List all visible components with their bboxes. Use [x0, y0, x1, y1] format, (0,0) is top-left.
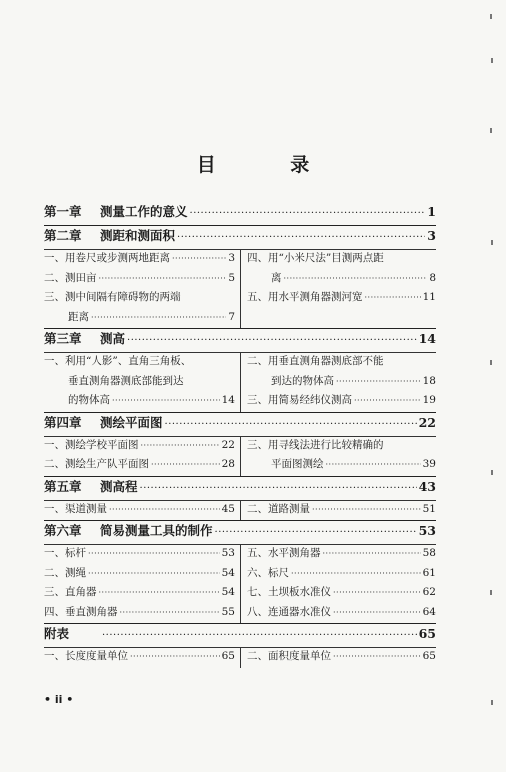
- section-entry[interactable]: [247, 584, 436, 604]
- chapter-page: 43: [418, 478, 436, 494]
- dot-leader: [165, 419, 417, 430]
- section-entry[interactable]: [247, 392, 436, 412]
- section-page: 18: [422, 374, 436, 387]
- chapter-title: 简易测量工具的制作: [100, 523, 213, 538]
- chapter-number: 附表: [44, 626, 70, 641]
- dot-leader: [102, 630, 417, 641]
- section-entry[interactable]: [44, 545, 235, 565]
- section-title: 二、用垂直测角器测底部不能: [247, 355, 384, 367]
- chapter-entry-2[interactable]: [44, 225, 436, 249]
- section-entry[interactable]: [247, 648, 436, 668]
- section-title: 七、土坝板水准仪: [247, 586, 331, 598]
- section-page: 64: [422, 605, 436, 618]
- section-title: 一、渠道测量: [44, 502, 107, 515]
- scan-mark: [490, 590, 492, 595]
- section-page: 45: [221, 502, 235, 515]
- dot-leader: [190, 208, 426, 219]
- chapter-number: 第二章: [44, 228, 82, 243]
- section-title: 到达的物体高: [271, 374, 334, 387]
- section-column-left: [44, 353, 240, 412]
- chapter-number: 第四章: [44, 414, 82, 430]
- chapter-entry-4[interactable]: [44, 412, 436, 436]
- chapter-page: 65: [418, 626, 436, 641]
- section-title: 距离: [68, 310, 89, 323]
- section-entry[interactable]: [247, 289, 436, 309]
- dot-leader: [99, 274, 227, 283]
- section-title: 二、测绘生产队平面图: [44, 458, 149, 470]
- section-page: 5: [228, 271, 235, 284]
- scan-mark: [491, 58, 493, 63]
- chapter-entry-6[interactable]: [44, 520, 436, 544]
- section-entry-continued[interactable]: [44, 392, 235, 412]
- section-title: 二、测绳: [44, 566, 86, 579]
- section-page: 65: [221, 650, 235, 662]
- section-title: 一、长度度量单位: [44, 650, 128, 662]
- section-entry[interactable]: [247, 437, 436, 457]
- section-entry[interactable]: [247, 604, 436, 624]
- section-page: 65: [422, 650, 436, 662]
- section-title: 垂直测角器测底部能到达: [68, 374, 184, 387]
- section-entry[interactable]: [247, 501, 436, 521]
- section-entry[interactable]: [44, 270, 235, 290]
- dot-leader: [120, 608, 220, 617]
- dot-leader: [172, 254, 226, 263]
- chapter-page: 14: [418, 331, 436, 346]
- section-title: 一、测绘学校平面图: [44, 438, 139, 451]
- section-entry[interactable]: [44, 250, 235, 270]
- chapter-3-sections: [44, 352, 436, 412]
- dot-leader: [291, 569, 421, 578]
- dot-leader: [109, 505, 220, 514]
- section-page: 55: [221, 605, 235, 618]
- section-title: 五、水平测角器: [247, 547, 321, 559]
- scan-mark: [490, 14, 492, 19]
- dot-leader: [215, 527, 417, 538]
- section-title: 平面图测绘: [271, 458, 324, 470]
- section-entry[interactable]: [247, 353, 436, 373]
- chapter-4-sections: [44, 436, 436, 476]
- section-page: 54: [221, 586, 235, 598]
- dot-leader: [88, 549, 220, 558]
- section-title: 八、连通器水准仪: [247, 605, 331, 618]
- chapter-page: 1: [427, 204, 436, 219]
- section-page: 22: [221, 438, 235, 451]
- chapter-5-sections: [44, 500, 436, 521]
- dot-leader: [312, 505, 421, 514]
- section-entry[interactable]: [44, 437, 235, 457]
- section-title: 三、用寻线法进行比较精确的: [247, 438, 384, 451]
- section-column-right: [240, 501, 436, 521]
- section-column-right: [240, 545, 436, 623]
- dot-leader: [284, 274, 428, 283]
- dot-leader: [336, 377, 421, 386]
- dot-leader: [99, 588, 220, 597]
- section-title: 二、测田亩: [44, 271, 97, 284]
- page-title: 目 录: [196, 154, 344, 176]
- section-entry[interactable]: [247, 565, 436, 585]
- dot-leader: [177, 232, 425, 243]
- section-entry-continued[interactable]: [44, 373, 235, 393]
- chapter-number: 第五章: [44, 478, 82, 494]
- section-page: 62: [422, 586, 436, 598]
- section-column-right: [240, 648, 436, 668]
- chapter-entry-5[interactable]: [44, 476, 436, 500]
- section-column-left: [44, 648, 240, 668]
- section-column-left: [44, 545, 240, 623]
- section-entry[interactable]: [44, 501, 235, 521]
- chapter-2-sections: [44, 249, 436, 328]
- chapter-title: 测量工作的意义: [100, 204, 188, 219]
- section-entry[interactable]: [44, 353, 235, 373]
- section-title: 四、垂直测角器: [44, 605, 118, 618]
- chapter-page: 22: [418, 414, 436, 430]
- dot-leader: [354, 396, 421, 405]
- section-title: 的物体高: [68, 394, 110, 406]
- section-column-right: [240, 437, 436, 476]
- dot-leader: [91, 313, 226, 322]
- section-title: 五、用水平测角器测河宽: [247, 291, 363, 303]
- section-entry[interactable]: [44, 456, 235, 476]
- dot-leader: [333, 652, 421, 661]
- section-column-left: [44, 437, 240, 476]
- dot-leader: [112, 396, 220, 405]
- section-column-right: [240, 353, 436, 412]
- chapter-number: 第六章: [44, 523, 82, 538]
- chapter-page: 53: [418, 523, 436, 538]
- section-entry[interactable]: [44, 289, 235, 309]
- section-page: 3: [228, 252, 235, 264]
- section-title: 四、用“小米尺法”目测两点距: [247, 252, 384, 264]
- dot-leader: [141, 441, 220, 450]
- section-entry-continued[interactable]: [247, 373, 436, 393]
- section-column-right: [240, 250, 436, 328]
- section-entry[interactable]: [44, 584, 235, 604]
- table-of-contents: [44, 202, 436, 668]
- section-entry[interactable]: [44, 604, 235, 624]
- chapter-6-sections: [44, 544, 436, 623]
- section-title: 三、测中间隔有障碍物的两端: [44, 291, 181, 303]
- dot-leader: [365, 293, 421, 302]
- scan-mark: [491, 700, 493, 705]
- section-entry-continued[interactable]: [247, 456, 436, 476]
- section-page: 28: [221, 458, 235, 470]
- section-column-left: [44, 501, 240, 521]
- section-page: 51: [422, 502, 436, 515]
- dot-leader: [130, 652, 220, 661]
- chapter-number: 第三章: [44, 331, 82, 346]
- section-entry[interactable]: [247, 545, 436, 565]
- dot-leader: [127, 335, 417, 346]
- appendix-sections: [44, 647, 436, 668]
- chapter-title: 测距和测面积: [100, 228, 176, 243]
- section-page: 54: [221, 566, 235, 579]
- dot-leader: [151, 460, 220, 469]
- section-page: 58: [422, 547, 436, 559]
- chapter-title: 测高: [100, 331, 126, 346]
- section-title: 一、标杆: [44, 547, 86, 559]
- section-title: 离: [271, 271, 282, 284]
- dot-leader: [326, 460, 421, 469]
- chapter-number: 第一章: [44, 204, 82, 219]
- chapter-entry-1[interactable]: [44, 202, 436, 225]
- section-title: 三、直角器: [44, 586, 97, 598]
- section-page: 11: [422, 291, 436, 303]
- dot-leader: [88, 569, 220, 578]
- section-title: 二、面积度量单位: [247, 650, 331, 662]
- section-title: 一、利用“人影”、直角三角板、: [44, 355, 192, 367]
- section-page: 19: [422, 394, 436, 406]
- section-entry[interactable]: [247, 250, 436, 270]
- section-page: 39: [422, 458, 436, 470]
- scan-mark: [491, 240, 493, 245]
- section-title: 六、标尺: [247, 566, 289, 579]
- dot-leader: [323, 549, 421, 558]
- section-title: 三、用简易经纬仪测高: [247, 394, 352, 406]
- page-number-footer: • ii •: [44, 693, 74, 706]
- appendix-entry[interactable]: [44, 623, 436, 647]
- section-entry[interactable]: [44, 648, 235, 668]
- section-page: 14: [221, 394, 235, 406]
- chapter-title: 测绘平面图: [100, 414, 163, 430]
- dot-leader: [333, 588, 421, 597]
- dot-leader: [140, 483, 417, 494]
- scan-mark: [490, 360, 492, 365]
- chapter-entry-3[interactable]: [44, 328, 436, 352]
- section-page: 8: [429, 271, 436, 284]
- section-title: 二、道路测量: [247, 502, 310, 515]
- section-page: 7: [228, 310, 235, 323]
- scan-mark: [490, 128, 492, 133]
- section-entry[interactable]: [44, 565, 235, 585]
- section-title: 一、用卷尺或步测两地距离: [44, 252, 170, 264]
- section-page: 61: [422, 566, 436, 579]
- chapter-page: 3: [427, 228, 436, 243]
- scan-mark: [491, 470, 493, 475]
- chapter-title: 测高程: [100, 478, 138, 494]
- section-entry-continued[interactable]: [247, 270, 436, 290]
- section-entry-continued[interactable]: [44, 309, 235, 329]
- section-page: 53: [221, 547, 235, 559]
- dot-leader: [333, 608, 421, 617]
- section-column-left: [44, 250, 240, 328]
